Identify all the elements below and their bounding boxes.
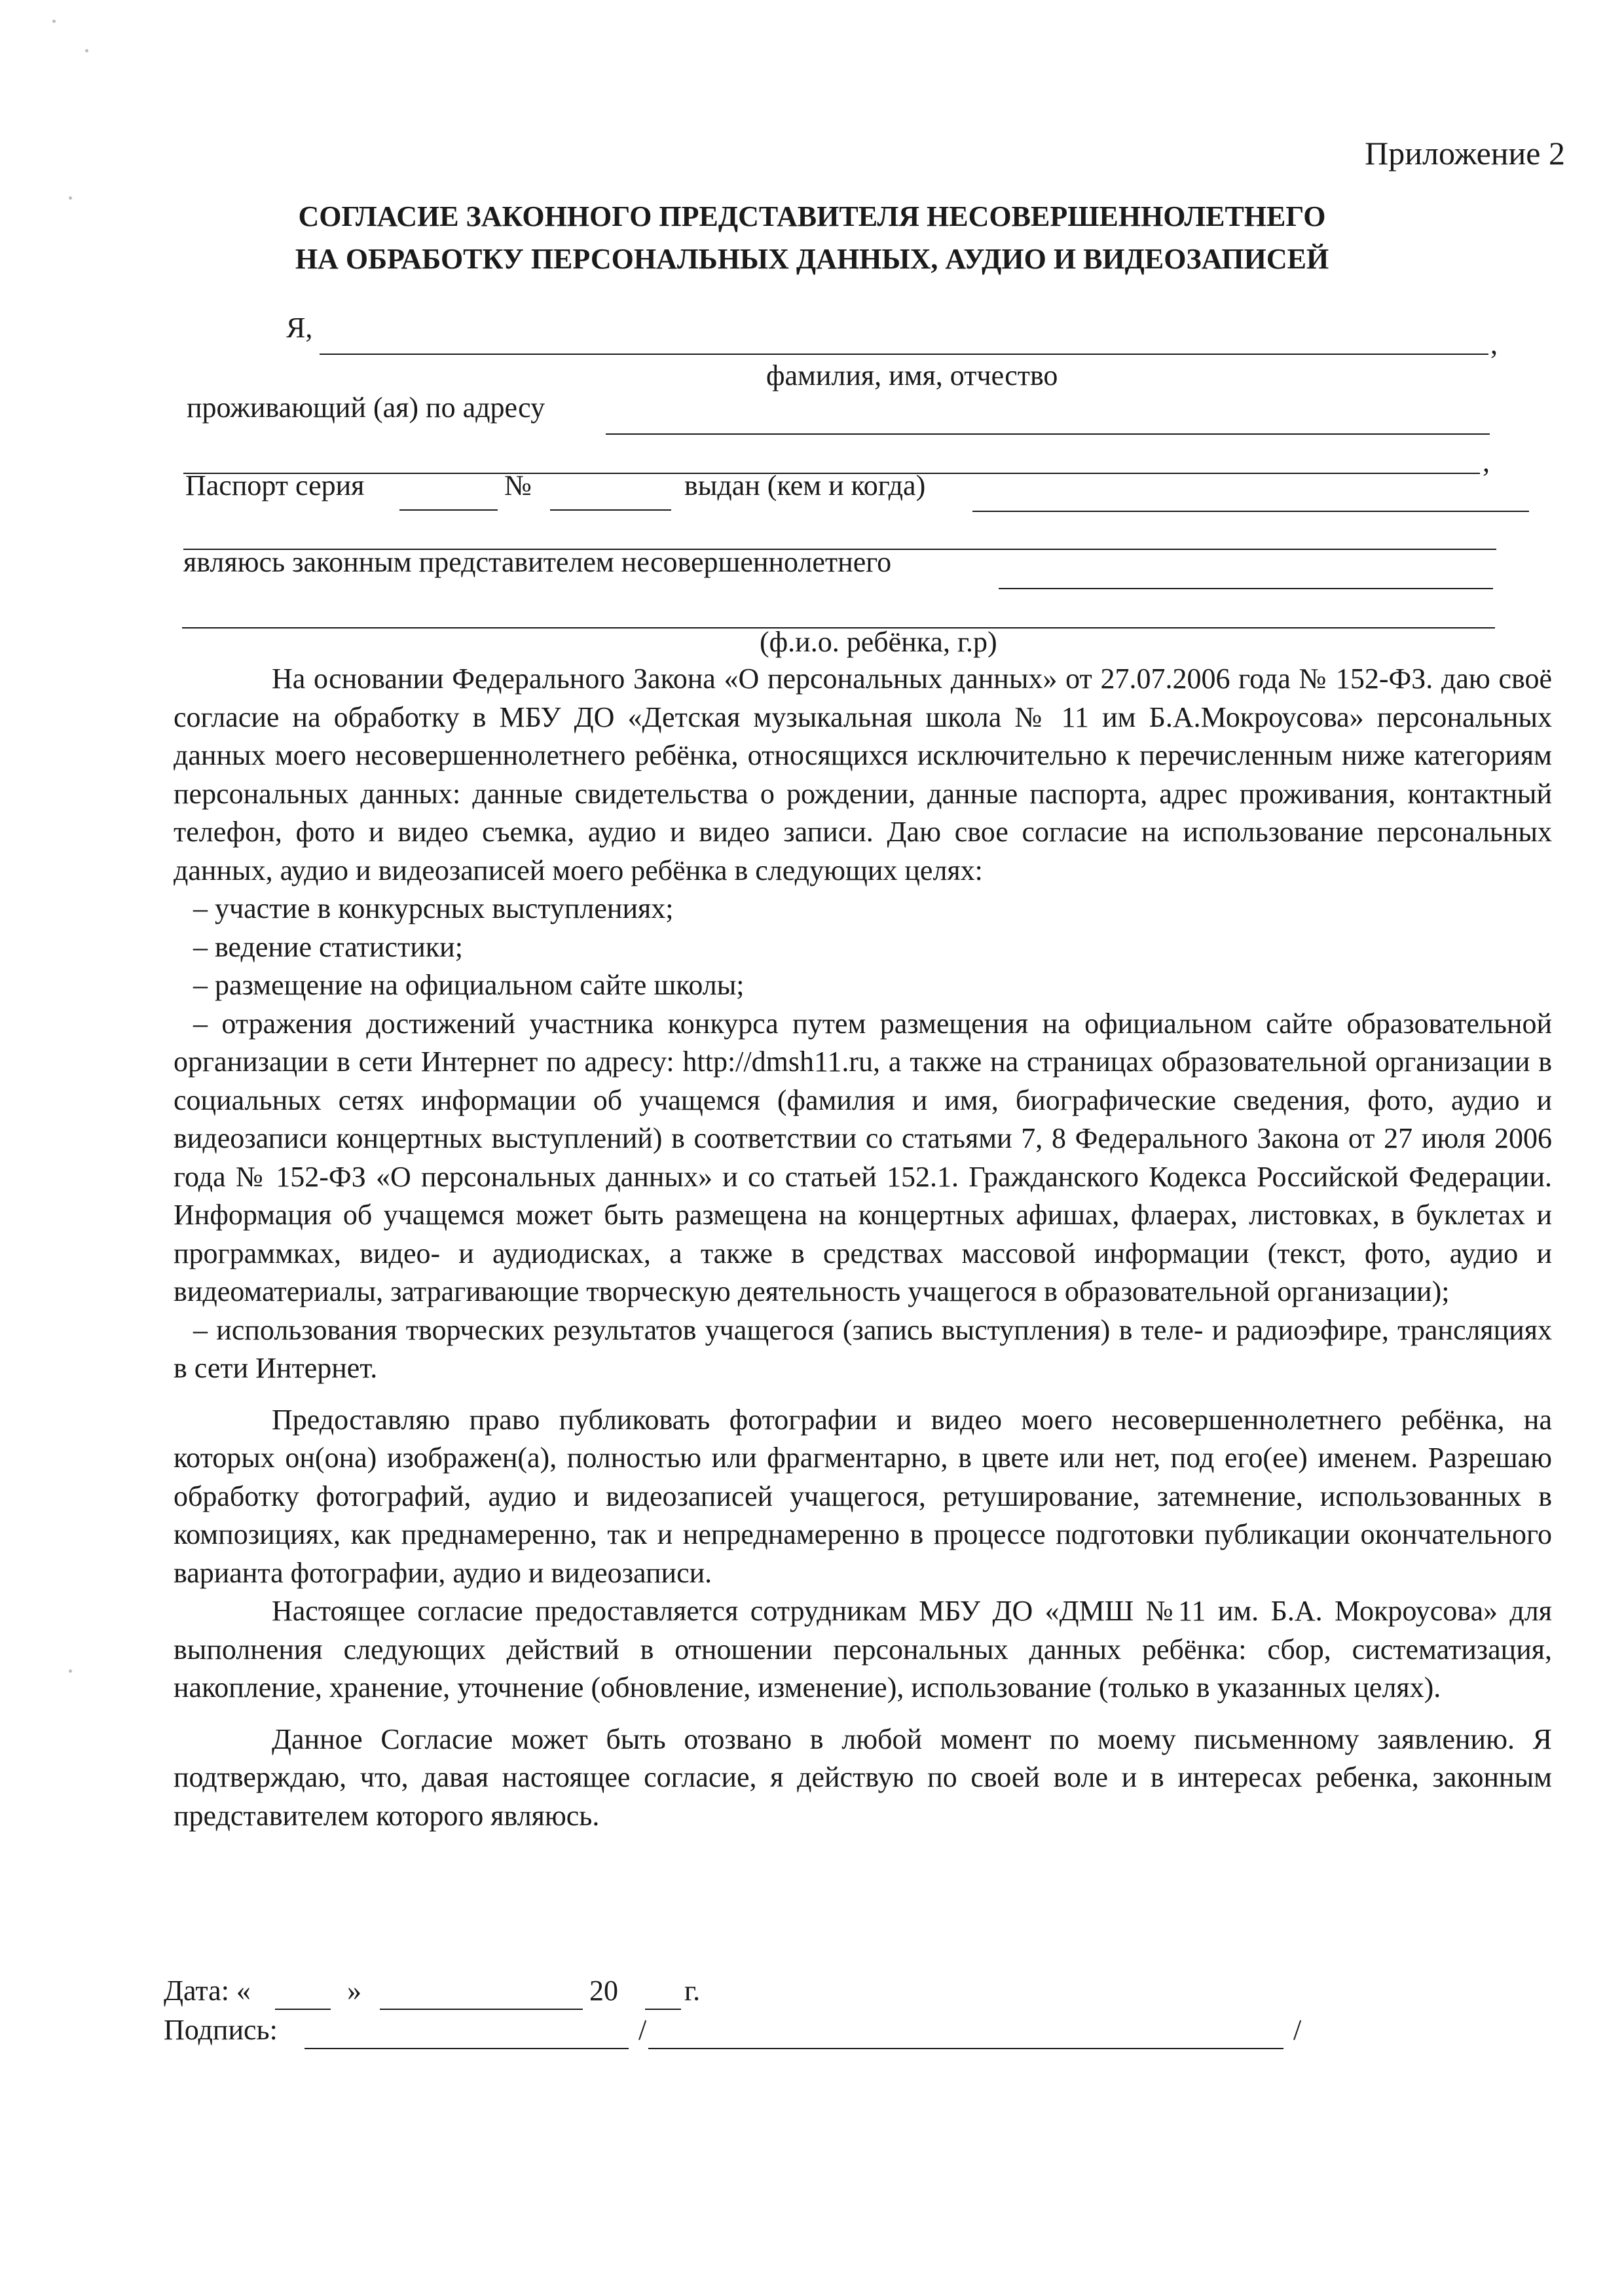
passport-series-field[interactable]	[403, 477, 494, 508]
child-underline-1	[999, 588, 1493, 589]
signature-underline	[304, 2048, 629, 2049]
issued-underline-1	[972, 511, 1529, 512]
fio-underline	[320, 354, 1488, 355]
date-label: Дата: «	[164, 1975, 251, 2007]
representative-label: являюсь законным представителем несовершеннолетнего	[183, 546, 892, 578]
year-suffix: г.	[684, 1975, 701, 2007]
signature-label: Подпись:	[164, 2014, 278, 2046]
date-month-underline	[380, 2009, 583, 2010]
passport-series-label: Паспорт серия	[185, 469, 365, 501]
address-field-2[interactable]	[190, 440, 1473, 471]
scan-speck	[69, 1669, 72, 1673]
paragraph-staff-actions: Настоящее согласие предоставляется сотрудникам МБУ ДО «ДМШ №11 им. Б.А. Мокроусова» для выполнения следующих действий в отношении персональных данных ребёнка: сбор, систематизация, накопление, хранение, уточнение (обновление, изменение), использование (только в указанных целях).	[174, 1595, 1552, 1704]
address-underline-1	[606, 433, 1490, 435]
issued-field-1[interactable]	[979, 478, 1522, 509]
passport-number-field[interactable]	[553, 477, 668, 508]
address-label: проживающий (ая) по адресу	[187, 392, 545, 424]
address-comma: ,	[1483, 446, 1490, 478]
date-day-underline	[275, 2009, 331, 2010]
date-day-field[interactable]	[276, 1977, 329, 2007]
date-quote-close: »	[347, 1975, 361, 2007]
date-month-field[interactable]	[383, 1977, 580, 2007]
paragraph-legal-basis: На основании Федерального Закона «О персональных данных» от 27.07.2006 года № 152-ФЗ. даю своё согласие на обработку в МБУ ДО «Детская музыкальная школа № 11 им Б.А.Мокроусова» персональных данных моего несовершеннолетнего ребёнка, относящихся исключительно к перечисленным ниже категориям персональных данных: данные свидетельства о рождении, данные паспорта, адрес проживания, контактный телефон, фото и видео съемка, аудио и видео записи. Даю свое согласие на использование персональных данных, аудио и видеозаписей моего ребёнка в следующих целях:	[174, 663, 1552, 886]
document-title-line-2: НА ОБРАБОТКУ ПЕРСОНАЛЬНЫХ ДАННЫХ, АУДИО И ВИДЕОЗАПИСЕЙ	[295, 243, 1329, 275]
scan-speck	[85, 49, 88, 52]
issued-label: выдан (кем и когда)	[684, 469, 926, 501]
scan-speck	[52, 20, 56, 23]
purpose-item-website: – размещение на официальном сайте школы;	[193, 969, 745, 1001]
issued-field-2[interactable]	[190, 516, 1490, 547]
appendix-label: Приложение 2	[1365, 135, 1565, 172]
passport-number-label: №	[504, 469, 532, 501]
year-prefix: 20	[589, 1975, 618, 2007]
address-field-1[interactable]	[612, 401, 1483, 432]
fio-comma: ,	[1490, 328, 1498, 360]
signature-name-underline	[648, 2048, 1283, 2049]
purpose-item-broadcast: – использования творческих результатов учащегося (запись выступления) в теле- и радиоэфире, трансляциях в сети Интернет.	[174, 1313, 1552, 1384]
purpose-item-statistics: – ведение статистики;	[193, 930, 463, 963]
child-hint: (ф.и.о. ребёнка, г.р)	[760, 626, 997, 658]
signature-slash-close: /	[1293, 2014, 1302, 2046]
document-title-line-1: СОГЛАСИЕ ЗАКОННОГО ПРЕДСТАВИТЕЛЯ НЕСОВЕРШЕННОЛЕТНЕГО	[298, 200, 1326, 232]
signature-slash-open: /	[638, 2014, 647, 2046]
child-field-2[interactable]	[190, 594, 1490, 626]
paragraph-publication-rights: Предоставляю право публиковать фотографии и видео моего несовершеннолетнего ребёнка, на которых он(она) изображен(а), полностью или фрагментарно, в цвете или нет, под его(ее) именем. Разрешаю обработку фотографий, аудио и видеозаписей учащегося, ретуширование, затемнение, использованных в композициях, как преднамеренно, так и непреднамеренно в процессе подготовки публикации окончательного варианта фотографии, аудио и видеозаписи.	[174, 1403, 1552, 1589]
purpose-item-achievements: – отражения достижений участника конкурса путем размещения на официальном сайте образовательной организации в сети Интернет по адресу: http://dmsh11.ru, а также на страницах образовательной организации в социальных сетях информации об учащемся (фамилия и имя, биографические сведения, фото, аудио и видеозаписи концертных выступлений) в соответствии со статьями 7, 8 Федерального Закона от 27 июля 2006 года № 152-ФЗ «О персональных данных» и со статьей 152.1. Гражданского Кодекса Российской Федерации. Информация об учащемся может быть размещена на концертных афишах, флаерах, листовках, в буклетах и программках, видео- и аудиодисках, а также в средствах массовой информации (текст, фото, аудио и видеоматериалы, затрагивающие творческую деятельность учащегося в образовательной организации);	[174, 1007, 1552, 1307]
paragraph-revocation: Данное Согласие может быть отозвано в любой момент по моему письменному заявлению. Я подтверждаю, что, давая настоящее согласие, я действую по своей воле и в интересах ребенка, законным представителем которого являюсь.	[174, 1722, 1552, 1832]
date-year-field[interactable]	[646, 1977, 679, 2007]
child-field-1[interactable]	[1005, 555, 1486, 587]
passport-series-underline	[399, 509, 498, 511]
date-year-underline	[645, 2009, 681, 2010]
signature-name-field[interactable]	[652, 2016, 1280, 2047]
i-label: Я,	[286, 312, 313, 344]
signature-field[interactable]	[308, 2016, 625, 2047]
passport-number-underline	[550, 509, 671, 511]
fio-field[interactable]	[327, 321, 1480, 352]
fio-hint: фамилия, имя, отчество	[766, 359, 1058, 392]
consent-body	[174, 660, 1552, 1835]
purpose-item-competitions: – участие в конкурсных выступлениях;	[193, 892, 674, 924]
